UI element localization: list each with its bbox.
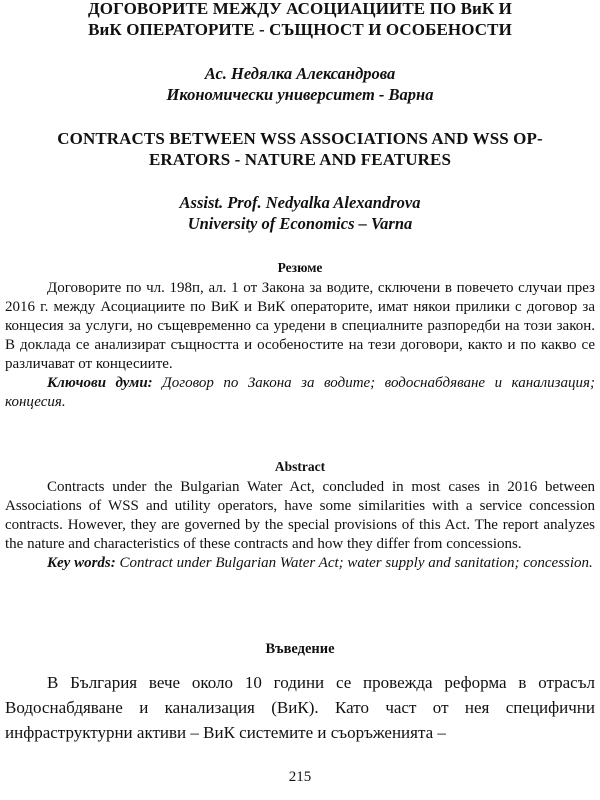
keywords-bg-text: Договор по Закона за водите; водоснабдяване и канализация; концесия. <box>5 375 595 410</box>
title-bulgarian <box>0 0 600 40</box>
author-affiliation-en: University of Economics – Varna <box>187 214 413 233</box>
author-name-bg: Ас. Недялка Александрова <box>204 64 396 83</box>
keywords-en <box>5 554 595 573</box>
keywords-en-label: Key words: <box>47 555 116 571</box>
title-en-line-1: CONTRACTS BETWEEN WSS ASSOCIATIONS AND WSS OP- <box>57 129 543 148</box>
keywords-en-text: Contract under Bulgarian Water Act; water supply and sanitation; concession. <box>119 555 593 571</box>
author-affiliation-bg: Икономически университет - Варна <box>166 85 434 104</box>
abstract-en-text: Contracts under the Bulgarian Water Act, concluded in most cases in 2016 between Associations of WSS and utility operators, have some similarities with a service concession contracts. However, they are governed by the special provisions of this Act. The report analyzes the nature and characteristics of these contracts and how they differ from concessions. <box>5 479 595 552</box>
abstract-bulgarian <box>5 279 595 412</box>
title-bg-line-1: ДОГОВОРИТЕ МЕЖДУ АСОЦИАЦИИТЕ ПО ВиК И <box>87 0 513 18</box>
introduction-heading: Въведение <box>265 641 335 657</box>
page-number: 215 <box>288 769 312 785</box>
title-english <box>0 128 600 170</box>
introduction-text: В България вече около 10 години се провежда реформа в отрасъл Водоснабдяване и канализация (ВиК). Като част от нея специфични инфраструктурни активи – ВиК системите и съоръженията – <box>5 673 595 742</box>
abstract-english <box>5 478 595 573</box>
title-bg-line-2: ВиК ОПЕРАТОРИТЕ - СЪЩНОСТ И ОСОБЕНОСТИ <box>88 20 512 39</box>
author-name-en: Assist. Prof. Nedyalka Alexandrova <box>179 193 421 212</box>
abstract-bg-text: Договорите по чл. 198п, ал. 1 от Закона за водите, сключени в повечето случаи през 2016 г. между Асоциациите по ВиК и ВиК операторите, имат някои прилики с договор за концесия за услуги, но същевременно са уредени в специалните разпоредби на този закон. В доклада се анализират същността и особеностите на тези договори, както и по какво се различават от концесиите. <box>5 280 595 372</box>
author-block-english <box>0 192 600 234</box>
abstract-en-heading: Abstract <box>274 459 326 474</box>
title-en-line-2: ERATORS - NATURE AND FEATURES <box>148 150 452 169</box>
abstract-bg-heading: Резюме <box>277 260 323 275</box>
keywords-bg <box>5 374 595 412</box>
keywords-bg-label: Ключови думи: <box>47 375 153 391</box>
introduction-section <box>5 670 595 745</box>
author-block-bulgarian <box>0 63 600 105</box>
